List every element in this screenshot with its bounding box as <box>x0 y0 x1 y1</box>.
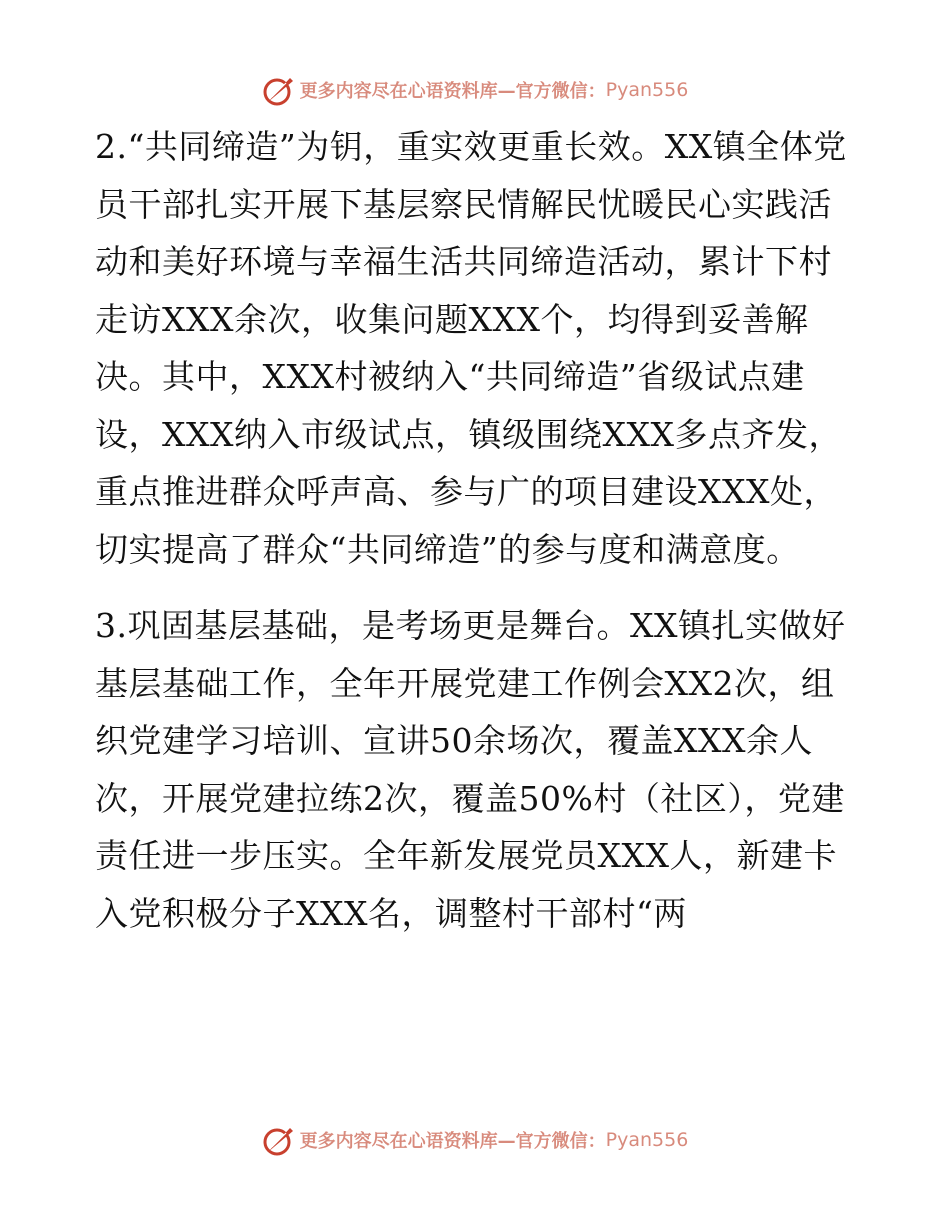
paragraph-3: 3.巩固基层基础，是考场更是舞台。XX镇扎实做好基层基础工作，全年开展党建工作例会XX2次，组织党建学习培训、宣讲50余场次，覆盖XXX余人次，开展党建拉练2次，覆盖50%村（社区），党建责任进一步压实。全年新发展党员XXX人，新建卡入党积极分子XXX名，调整村干部村“两 <box>95 606 846 933</box>
wechat-id: Pyan556 <box>605 79 689 101</box>
quill-logo-icon <box>262 1123 296 1157</box>
wechat-id: Pyan556 <box>605 1129 689 1151</box>
document-body <box>95 118 855 942</box>
paragraph-2: 2.“共同缔造”为钥，重实效更重长效。XX镇全体党员干部扎实开展下基层察民情解民忧暖民心实践活动和美好环境与幸福生活共同缔造活动，累计下村走访XXX余次，收集问题XXX个，均得到妥善解决。其中，XXX村被纳入“共同缔造”省级试点建设，XXX纳入市级试点，镇级围绕XXX多点齐发，重点推进群众呼声高、参与广的项目建设XXX处，切实提高了群众“共同缔造”的参与度和满意度。 <box>95 127 847 569</box>
header-banner <box>0 70 950 110</box>
banner-text: 更多内容尽在心语资料库—官方微信： <box>299 1131 606 1152</box>
quill-logo-icon <box>262 73 296 107</box>
footer-banner <box>0 1120 950 1160</box>
banner-text: 更多内容尽在心语资料库—官方微信： <box>299 81 606 102</box>
